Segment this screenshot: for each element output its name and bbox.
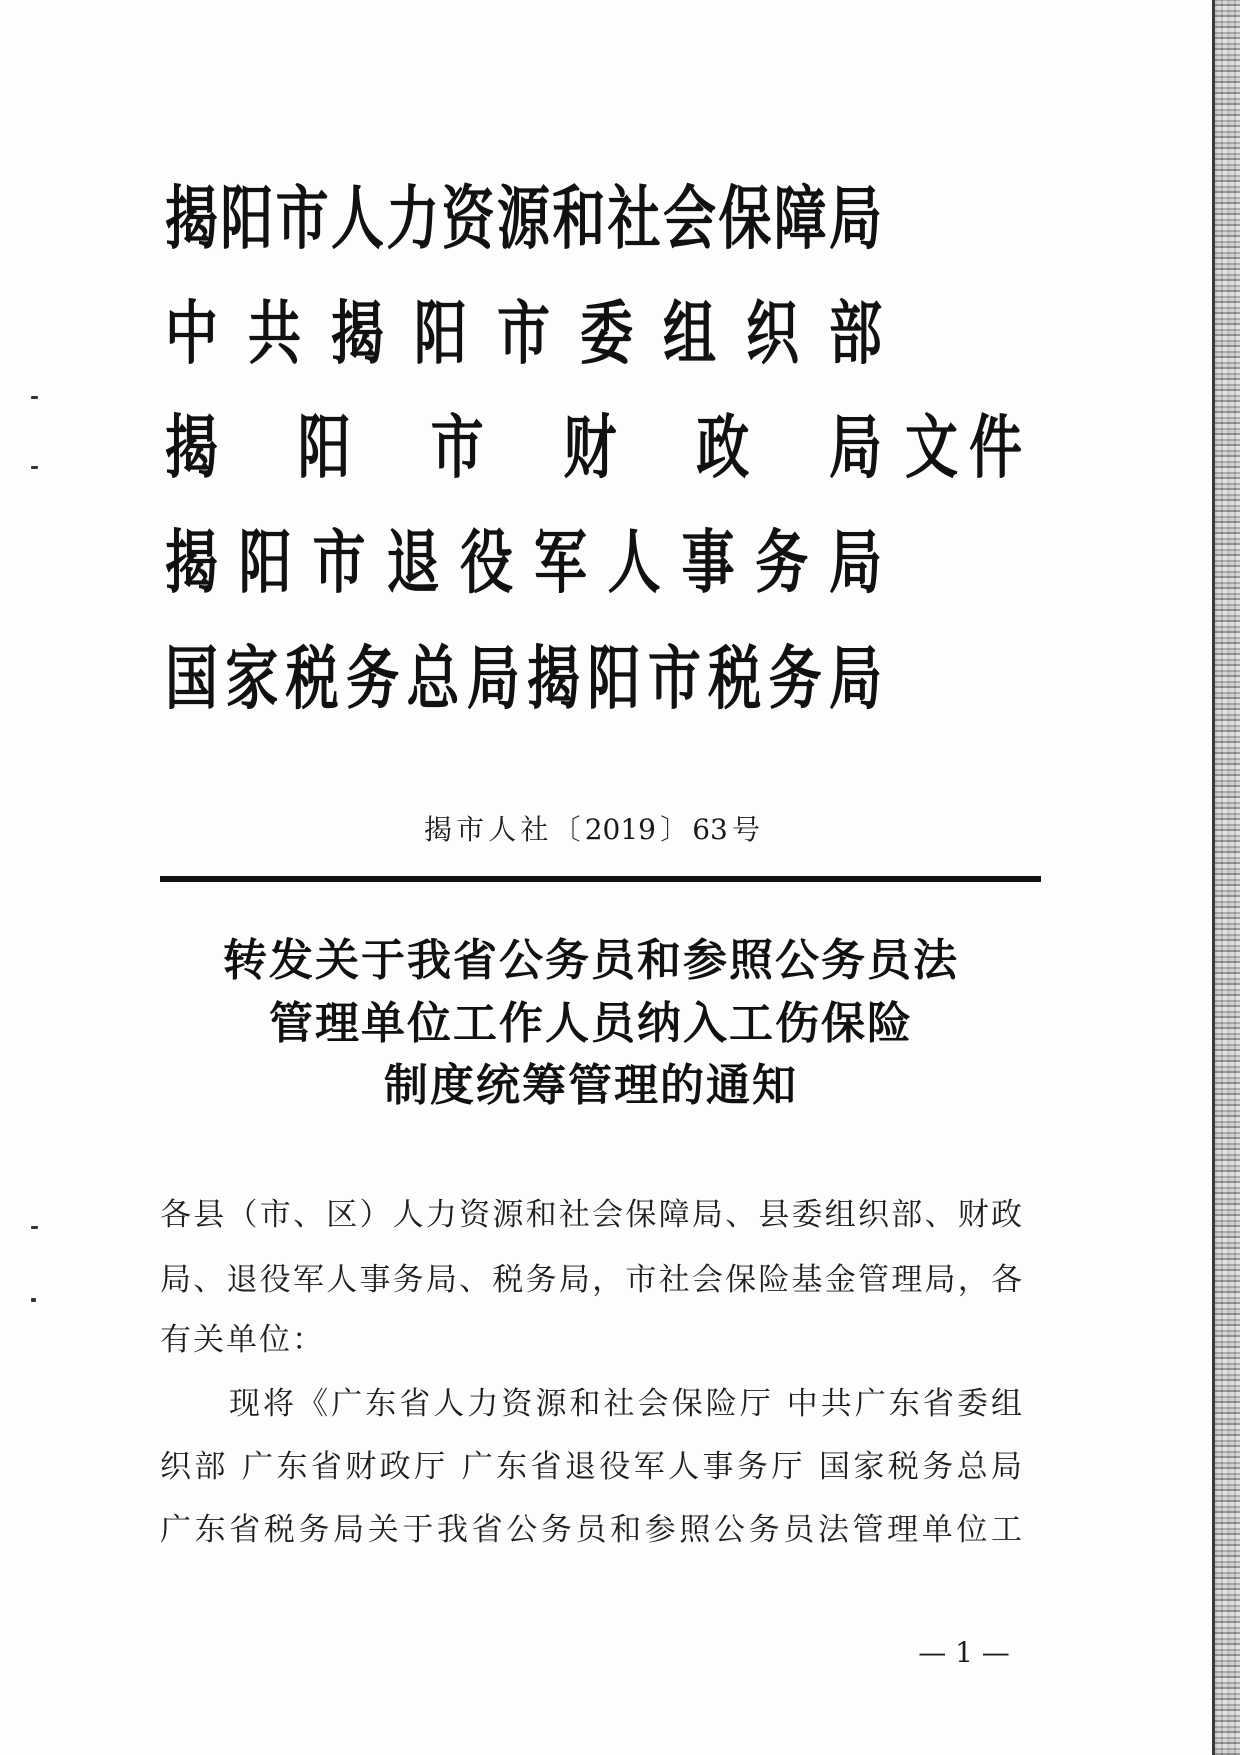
salutation-line: 各县（市、区）人力资源和社会保障局、县委组织部、财政	[160, 1197, 1022, 1233]
scan-mark	[31, 1226, 38, 1229]
document-number: 揭市人社〔2019〕63号	[424, 813, 760, 846]
body-line: 织部 广东省财政厅 广东省退役军人事务厅 国家税务总局	[160, 1449, 1022, 1485]
body-paragraph	[160, 1378, 1022, 1554]
letterhead-agency: 中共揭阳市委组织部	[165, 294, 882, 374]
document-title	[160, 930, 1022, 1120]
letterhead-agency: 国家税务总局揭阳市税务局	[165, 639, 882, 719]
scan-mark	[31, 1298, 36, 1302]
salutation-line: 局、退役军人事务局、税务局，市社会保险基金管理局，各	[160, 1262, 1022, 1298]
scan-mark	[31, 396, 38, 399]
letterhead-agency: 揭阳市人力资源和社会保障局	[165, 179, 882, 259]
title-line: 转发关于我省公务员和参照公务员法	[223, 935, 959, 986]
letterhead-suffix: 文件	[905, 408, 1022, 488]
scan-edge-line	[1212, 0, 1215, 1755]
scan-edge	[1214, 0, 1240, 1755]
scan-mark	[31, 466, 38, 469]
salutation-line: 有关单位：	[160, 1322, 325, 1358]
title-line: 制度统筹管理的通知	[384, 1060, 798, 1111]
letterhead-divider	[160, 876, 1041, 882]
letterhead	[165, 170, 1025, 719]
body-line: 现将《广东省人力资源和社会保险厅 中共广东省委组	[229, 1386, 1022, 1422]
title-line: 管理单位工作人员纳入工伤保险	[269, 998, 913, 1049]
salutation	[160, 1190, 1022, 1360]
page-number: — 1 —	[918, 1636, 1010, 1669]
letterhead-agency: 揭阳市退役军人事务局	[165, 523, 882, 603]
letterhead-agency: 揭阳市财政局	[165, 408, 882, 488]
body-line: 广东省税务局关于我省公务员和参照公务员法管理单位工	[160, 1512, 1022, 1548]
